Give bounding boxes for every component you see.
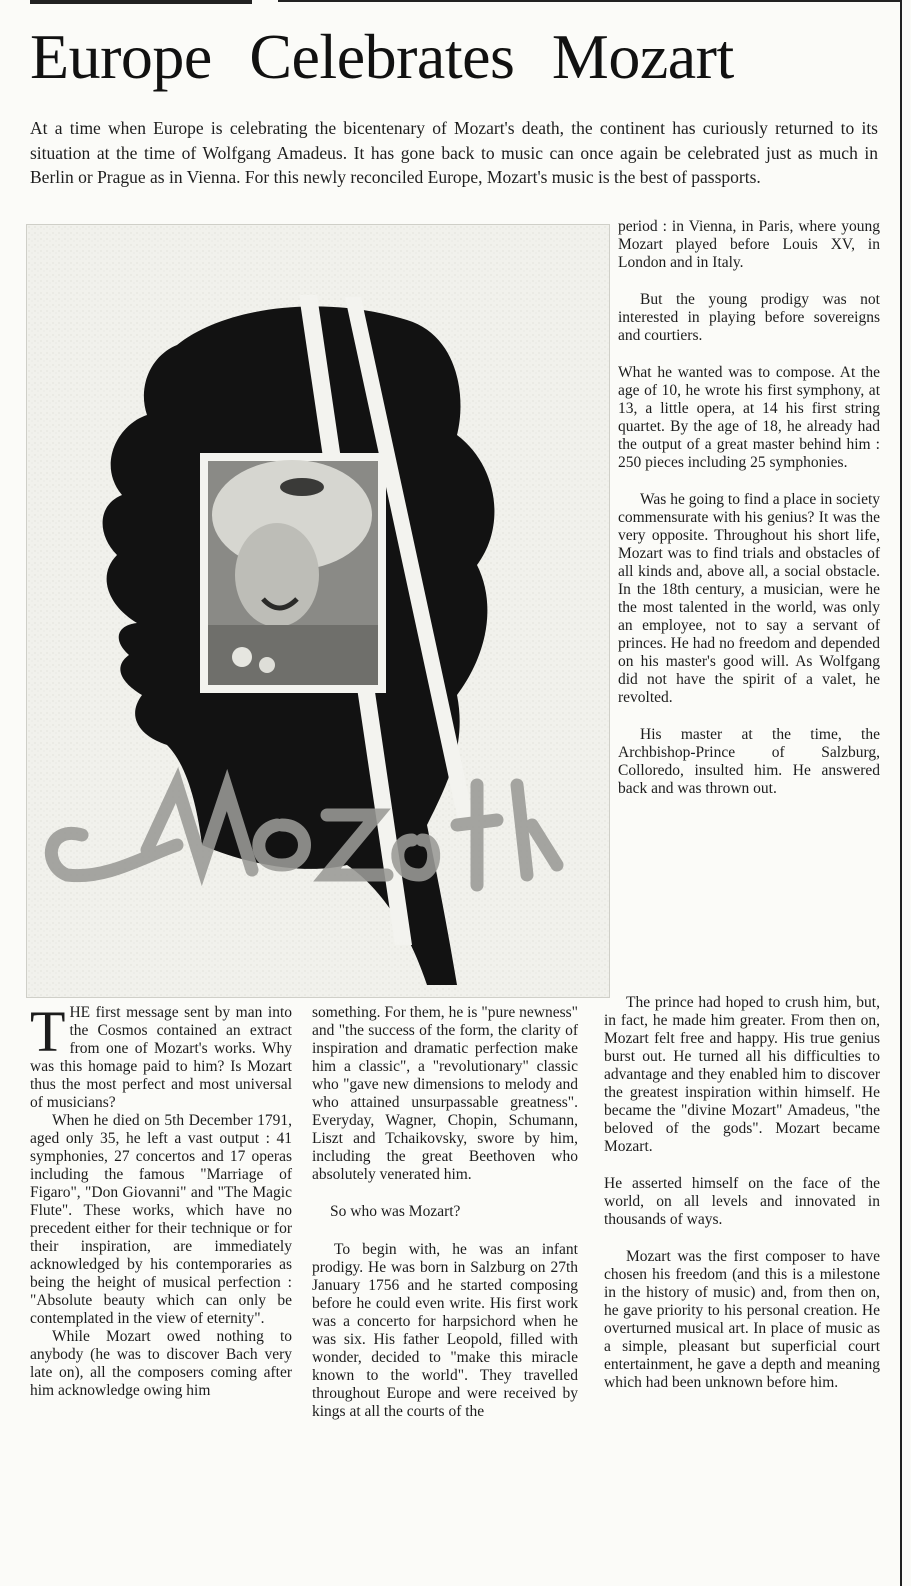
top-rule-left bbox=[30, 0, 252, 4]
article-column-right-upper bbox=[618, 218, 880, 817]
paragraph: something. For them, he is "pure newness" and "the success of the form, the clarity of inspiration and dramatic perfection make him a classic", a "revolutionary" classic who "gave new dimensions to melody and who attained unsurpassable greatness". Everyday, Wagner, Chopin, Schumann, Liszt and Tchaikovsky, swore by him, including the great Beethoven who absolutely venerated him. bbox=[312, 1004, 578, 1183]
top-rule-right bbox=[278, 0, 900, 2]
paragraph-lead bbox=[30, 999, 292, 1112]
subheading: So who was Mozart? bbox=[330, 1203, 461, 1220]
lead-text: HE first message sent by man into the Cosmos contained an extract from one of Mozart's works. Why was this homage paid to him? Is Mozart thus the most perfect and most universal of musicians? bbox=[30, 1004, 292, 1111]
article-column-1 bbox=[30, 999, 292, 1400]
paragraph: The prince had hoped to crush him, but, in fact, he made him greater. From then on, Mozart felt free and happy. His true genius burst out. He turned all his difficulties to advantage and they enabled him to discover the greatest inspiration within himself. He became the "divine Mozart" Amadeus, "the beloved of the gods". Mozart became Mozart. bbox=[604, 994, 880, 1155]
paragraph: But the young prodigy was not interested in playing before sovereigns and courtiers. bbox=[618, 291, 880, 344]
mozart-illustration bbox=[26, 224, 610, 998]
headline: Europe Celebrates Mozart bbox=[30, 21, 734, 92]
signature-text: Mozart bbox=[477, 915, 480, 916]
paragraph: What he wanted was to compose. At the age of 10, he wrote his first symphony, at 13, a little opera, at 14 his first string quartet. By the age of 18, he already had the output of a great master behind him : 250 pieces including 25 symphonies. bbox=[618, 364, 880, 471]
portrait-photo bbox=[202, 455, 384, 691]
paragraph: period : in Vienna, in Paris, where young Mozart played before Louis XV, in London and in Italy. bbox=[618, 218, 880, 271]
article-column-2 bbox=[312, 1004, 578, 1421]
paragraph: His master at the time, the Archbishop-Prince of Salzburg, Colloredo, insulted him. He answered back and was thrown out. bbox=[618, 726, 880, 797]
paragraph: While Mozart owed nothing to anybody (he was to discover Bach very late on), all the composers coming after him acknowledge owing him bbox=[30, 1328, 292, 1399]
paragraph: To begin with, he was an infant prodigy. He was born in Salzburg on 27th January 1756 and he started composing before he could even write. His first work was a concerto for harpsichord when he was six. His father Leopold, filled with wonder, decided to "make this miracle known to the world". They travelled throughout Europe and were received by kings at all the courts of the bbox=[312, 1241, 578, 1420]
page-edge-rule bbox=[900, 0, 902, 1586]
article-column-right-lower bbox=[604, 994, 880, 1411]
paragraph: He asserted himself on the face of the world, on all levels and innovated in thousands of ways. bbox=[604, 1175, 880, 1228]
standfirst: At a time when Europe is celebrating the bicentenary of Mozart's death, the continent has curiously returned to its situation at the time of Wolfgang Amadeus. It has gone back to music can once again be celebrated just as much in Berlin or Prague as in Vienna. For this newly reconciled Europe, Mozart's music is the best of passports. bbox=[30, 118, 878, 187]
drop-cap: T bbox=[30, 999, 66, 1064]
silhouette-graphic bbox=[27, 225, 609, 997]
paragraph: Mozart was the first composer to have chosen his freedom (and this is a milestone in the history of music) and, from then on, he gave priority to his personal creation. He overturned musical art. In place of music as a simple, pleasant but superficial court entertainment, he gave a depth and meaning which had been unknown before him. bbox=[604, 1248, 880, 1391]
paragraph: Was he going to find a place in society commensurate with his genius? It was the very opposite. Throughout his short life, Mozart was to find trials and obstacles of all kinds and, above all, a social obstacle. In the 18th century, a musician, were he the most talented in the world, was only an employee, not to say a servant of princes. He had no freedom and depended on his master's good will. As Wolfgang did not have the spirit of a valet, he revolted. bbox=[618, 491, 880, 706]
paragraph: When he died on 5th December 1791, aged only 35, he left a vast output : 41 symphonies, 27 concertos and 17 operas including the famous "Marriage of Figaro", "Don Giovanni" and "The Magic Flute". These works, which have no precedent either for their technique or for their inspiration, are immediately acknowledged by his contemporaries as being the height of musical perfection : "Absolute beauty which can only be contemplated in the view of eternity". bbox=[30, 1112, 292, 1327]
